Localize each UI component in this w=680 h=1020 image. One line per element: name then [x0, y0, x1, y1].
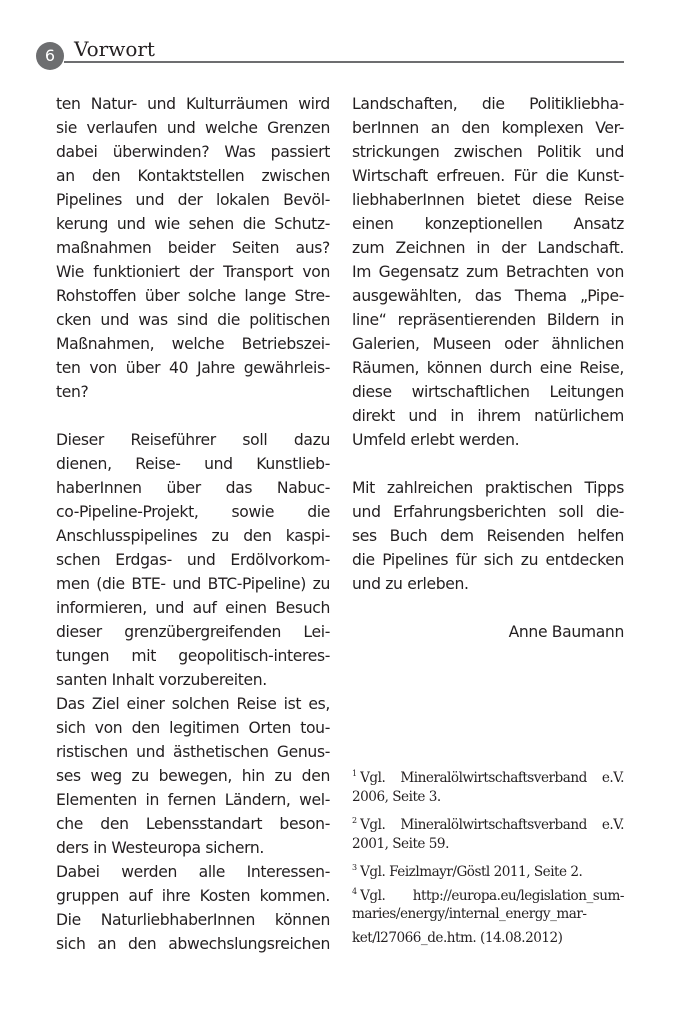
footnotes: [352, 762, 624, 950]
text-line: gruppen auf ihre Kosten kommen.: [56, 887, 330, 905]
text-line: Mit zahlreichen praktischen Tipps: [352, 479, 624, 497]
right-column: [352, 92, 624, 644]
text-line: an den Kontaktstellen zwischen: [56, 167, 330, 185]
footnote-link[interactable]: Vgl. http://europa.eu/legislation_sum-: [360, 887, 624, 904]
text-line: liebhaberInnen bietet diese Reise: [352, 191, 624, 209]
footnote-text: 2001, Seite 59.: [352, 835, 449, 852]
text-line: Elementen in fernen Ländern, wel-: [56, 791, 330, 809]
text-line: Wirtschaft erfreuen. Für die Kunst-: [352, 167, 624, 185]
text-line: Dieser Reiseführer soll dazu: [56, 431, 330, 449]
text-line: co-Pipeline-Projekt, sowie die: [56, 503, 330, 521]
text-line: sie verlaufen und welche Grenzen: [56, 119, 330, 137]
text-line: tungen mit geopolitisch-interes-: [56, 647, 330, 665]
text-line: ten Natur- und Kulturräumen wird: [56, 95, 330, 113]
footnote-link[interactable]: maries/energy/internal_energy_mar-: [352, 906, 587, 922]
text-line: informieren, und auf einen Besuch: [56, 599, 330, 617]
page-title: Vorwort: [74, 37, 155, 61]
text-line: direkt und in ihrem natürlichem: [352, 407, 624, 425]
footnote-text: Vgl. Feizlmayr/Göstl 2011, Seite 2.: [360, 864, 583, 880]
text-line: ten von über 40 Jahre gewährleis-: [56, 359, 330, 377]
text-line: ses Buch dem Reisenden helfen: [352, 527, 624, 545]
text-line: dieser grenzübergreifenden Lei-: [56, 623, 330, 641]
text-line: ders in Westeuropa sichern.: [56, 839, 265, 857]
text-line: sich von den legitimen Orten tou-: [56, 719, 330, 737]
footnote-3: [352, 856, 624, 880]
text-line: und Erfahrungsberichten soll die-: [352, 503, 624, 521]
footnote-number: 2: [352, 816, 358, 825]
text-line: schen Erdgas- und Erdölvorkom-: [56, 551, 330, 569]
text-line: und zu erleben.: [352, 575, 469, 593]
text-line: Pipelines und der lokalen Bevöl-: [56, 191, 330, 209]
footnote-text: Vgl. Mineralölwirtschaftsverband e.V.: [360, 817, 624, 833]
text-line: Dabei werden alle Interessen-: [56, 863, 330, 881]
text-line: ses weg zu bewegen, hin zu den: [56, 767, 330, 785]
footnote-2: [352, 809, 624, 833]
text-line: die Pipelines für sich zu entdecken: [352, 551, 624, 569]
footnote-link[interactable]: ket/l27066_de.htm. (14.08.2012): [352, 929, 563, 946]
text-line: che den Lebensstandart beson-: [56, 815, 330, 833]
text-line: zum Zeichnen in der Landschaft.: [352, 239, 624, 257]
text-line: maßnahmen beider Seiten aus?: [56, 239, 330, 257]
text-line: haberInnen über das Nabuc-: [56, 479, 330, 497]
text-line: dabei überwinden? Was passiert: [56, 143, 330, 161]
footnote-1: [352, 762, 624, 786]
page-header: [36, 36, 624, 66]
text-line: Rohstoffen über solche lange Stre-: [56, 287, 330, 305]
text-line: Anschlusspipelines zu den kaspi-: [56, 527, 330, 545]
header-rule: [64, 61, 624, 63]
text-line: Landschaften, die Politikliebha-: [352, 95, 624, 113]
text-line: kerung und wie sehen die Schutz-: [56, 215, 330, 233]
text-line: Die NaturliebhaberInnen können: [56, 911, 330, 929]
page-number-badge: 6: [36, 42, 64, 70]
text-line: ausgewählten, das Thema „Pipe-: [352, 287, 624, 305]
text-line: men (die BTE- und BTC-Pipeline) zu: [56, 575, 330, 593]
text-line: berInnen an den komplexen Ver-: [352, 119, 624, 137]
text-line: ten?: [56, 383, 89, 401]
footnote-text: 2006, Seite 3.: [352, 788, 441, 805]
text-line: Galerien, Museen oder ähnlichen: [352, 335, 624, 353]
footnote-4: [352, 880, 624, 904]
text-line: Im Gegensatz zum Betrachten von: [352, 263, 624, 281]
text-line: Das Ziel einer solchen Reise ist es,: [56, 695, 330, 713]
text-line: sich an den abwechslungsreichen: [56, 935, 330, 953]
text-line: ristischen und ästhetischen Genus-: [56, 743, 330, 761]
text-line: santen Inhalt vorzubereiten.: [56, 671, 267, 689]
text-line: Umfeld erlebt werden.: [352, 431, 520, 449]
text-line: Maßnahmen, welche Betriebszei-: [56, 335, 330, 353]
text-line: Wie funktioniert der Transport von: [56, 263, 330, 281]
author-signature: Anne Baumann: [508, 623, 624, 641]
text-line: dienen, Reise- und Kunstlieb-: [56, 455, 330, 473]
footnote-text: Vgl. Mineralölwirtschaftsverband e.V.: [360, 770, 624, 786]
text-line: Räumen, können durch eine Reise,: [352, 359, 624, 377]
footnote-number: 3: [352, 863, 358, 872]
text-line: diese wirtschaftlichen Leitungen: [352, 383, 624, 401]
text-line: strickungen zwischen Politik und: [352, 143, 624, 161]
text-line: cken und was sind die politischen: [56, 311, 330, 329]
left-column: [56, 92, 330, 956]
footnote-number: 1: [352, 769, 358, 778]
footnote-number: 4: [352, 886, 358, 896]
text-line: line“ repräsentierenden Bildern in: [352, 311, 624, 329]
text-line: einen konzeptionellen Ansatz: [352, 215, 624, 233]
